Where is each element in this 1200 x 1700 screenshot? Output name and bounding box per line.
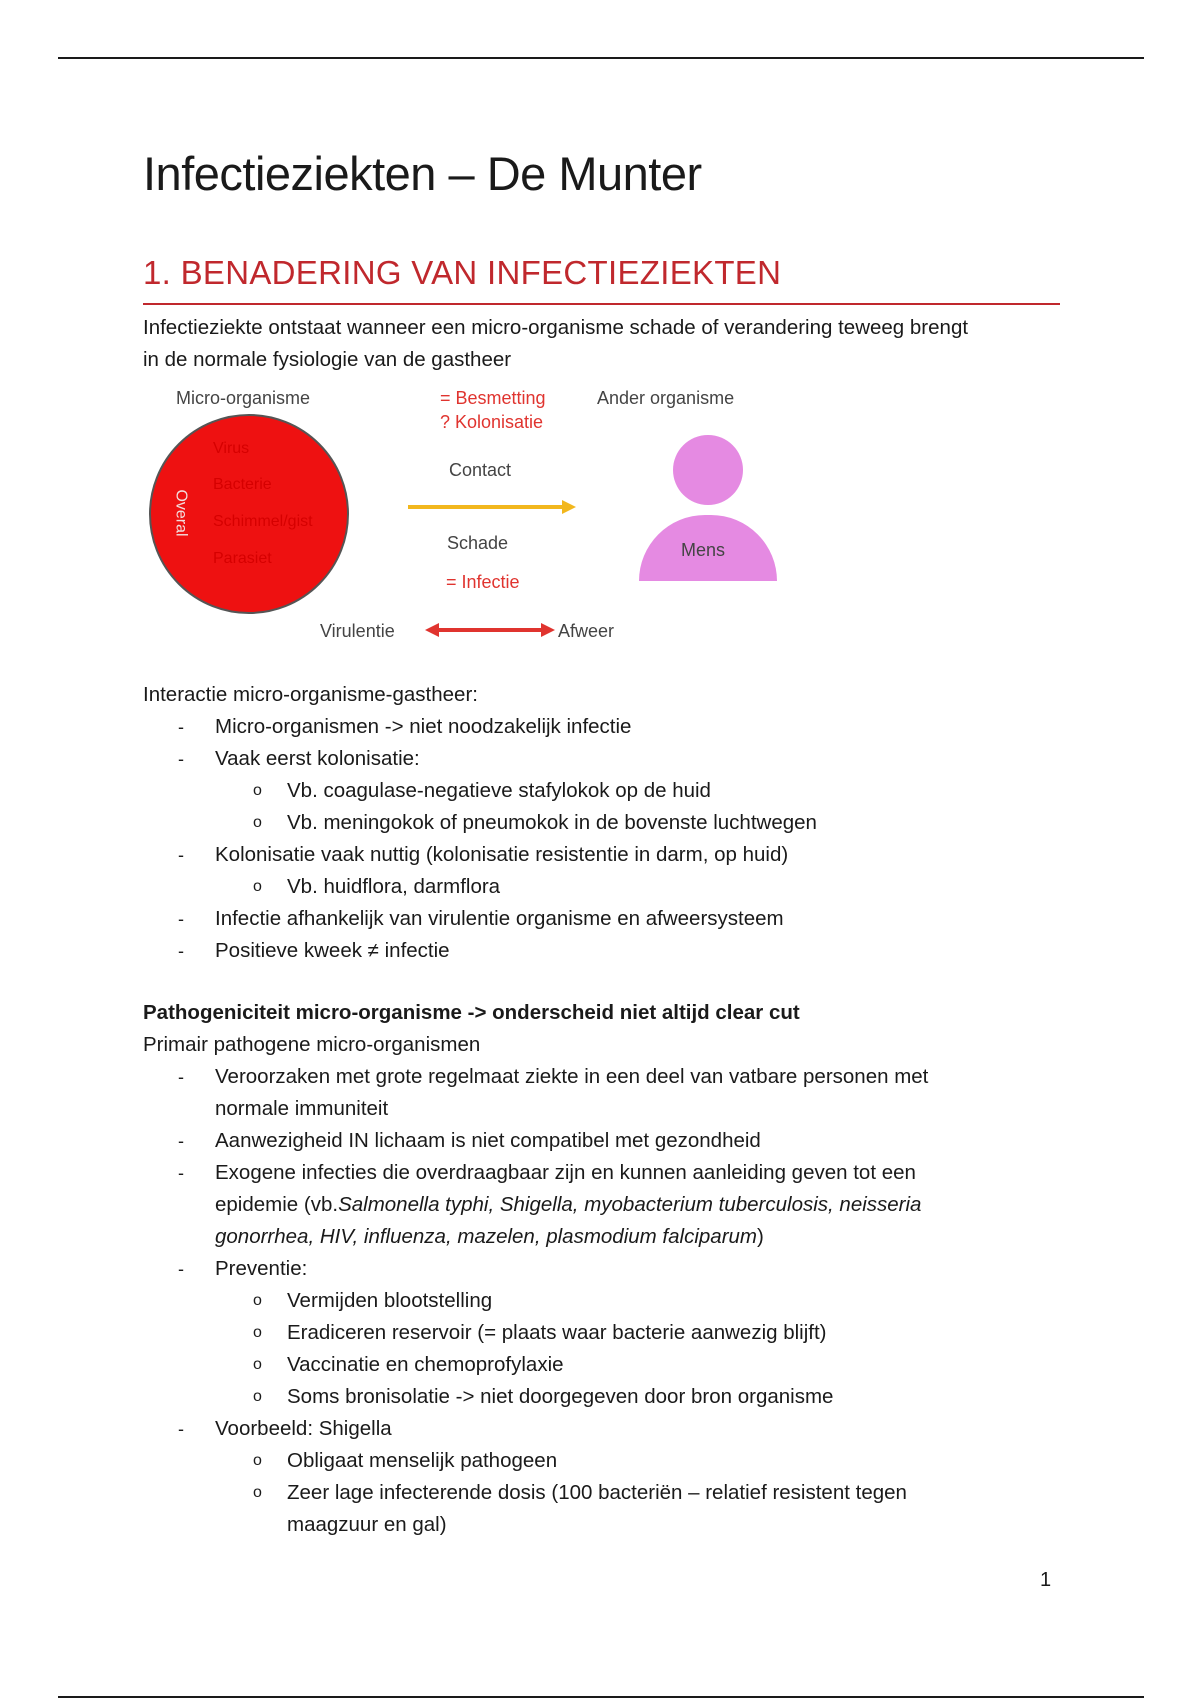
interaction-heading: Interactie micro-organisme-gastheer:	[143, 683, 478, 706]
kolonisatie-label: ? Kolonisatie	[440, 412, 544, 432]
list-item: o Zeer lage infecterende dosis (100 bacteriën – relatief resistent tegen	[143, 1477, 1063, 1509]
circle-item: Schimmel/gist	[213, 513, 313, 530]
dash-bullet-icon: -	[178, 909, 184, 929]
list-item-continuation: epidemie (vb.Salmonella typhi, Shigella, myobacterium tuberculosis, neisseria	[215, 1193, 922, 1216]
schade-label: Schade	[447, 533, 509, 553]
bottom-rule	[58, 1696, 1144, 1698]
list-item: - Micro-organismen -> niet noodzakelijk infectie	[143, 711, 1063, 743]
virulentie-label: Virulentie	[320, 621, 395, 641]
overal-label: Overal	[172, 489, 190, 537]
circle-bullet-icon: o	[253, 1292, 262, 1309]
dash-bullet-icon: -	[178, 749, 184, 769]
list-item-continuation: normale immuniteit	[215, 1097, 389, 1120]
circle-bullet-icon: o	[253, 814, 262, 831]
section-underline	[143, 303, 1060, 305]
afweer-label: Afweer	[558, 621, 615, 641]
circle-bullet-icon: o	[253, 782, 262, 799]
list-item: o Soms bronisolatie -> niet doorgegeven door bron organisme	[143, 1381, 1063, 1413]
contact-label: Contact	[449, 460, 512, 480]
list-item: o Vb. coagulase-negatieve stafylokok op de huid	[143, 775, 1063, 807]
contact-arrow	[406, 498, 578, 516]
list-item-continuation: gonorrhea, HIV, influenza, mazelen, plasmodium falciparum)	[215, 1225, 764, 1248]
pathogenicity-section	[143, 997, 1063, 1541]
mens-label: Mens	[681, 540, 726, 560]
circle-bullet-icon: o	[253, 1356, 262, 1373]
list-item: o Vb. meningokok of pneumokok in de bovenste luchtwegen	[143, 807, 1063, 839]
page-number: 1	[1040, 1569, 1052, 1591]
list-item: - Exogene infecties die overdraagbaar zijn en kunnen aanleiding geven tot een	[143, 1157, 1063, 1189]
list-item: o Eradiceren reservoir (= plaats waar bacterie aanwezig blijft)	[143, 1317, 1063, 1349]
list-item: o Vb. huidflora, darmflora	[143, 871, 1063, 903]
circle-bullet-icon: o	[253, 1388, 262, 1405]
list-item: o Obligaat menselijk pathogeen	[143, 1445, 1063, 1477]
dash-bullet-icon: -	[178, 1419, 184, 1439]
intro-paragraph	[143, 312, 1063, 376]
intro-line: Infectieziekte ontstaat wanneer een micro-organisme schade of verandering teweeg brengt	[143, 316, 969, 339]
list-item: - Positieve kweek ≠ infectie	[143, 935, 1063, 967]
besmetting-label: = Besmetting	[440, 388, 546, 408]
section-heading: 1. BENADERING VAN INFECTIEZIEKTEN	[143, 254, 782, 291]
person-head-icon	[673, 435, 743, 505]
pathogenicity-heading: Pathogeniciteit micro-organisme -> onderscheid niet altijd clear cut	[143, 1001, 800, 1024]
circle-bullet-icon: o	[253, 878, 262, 895]
list-item: - Infectie afhankelijk van virulentie organisme en afweersysteem	[143, 903, 1063, 935]
circle-item: Bacterie	[213, 476, 272, 493]
circle-bullet-icon: o	[253, 1324, 262, 1341]
top-rule	[58, 57, 1144, 59]
list-item: - Kolonisatie vaak nuttig (kolonisatie resistentie in darm, op huid)	[143, 839, 1063, 871]
intro-line: in de normale fysiologie van de gastheer	[143, 348, 512, 371]
circle-item: Virus	[213, 440, 250, 457]
list-item: - Preventie:	[143, 1253, 1063, 1285]
infectie-label: = Infectie	[446, 572, 520, 592]
dash-bullet-icon: -	[178, 717, 184, 737]
circle-bullet-icon: o	[253, 1452, 262, 1469]
dash-bullet-icon: -	[178, 1163, 184, 1183]
document-title: Infectieziekten – De Munter	[143, 147, 702, 200]
list-item-continuation: maagzuur en gal)	[287, 1513, 447, 1536]
interaction-section	[143, 679, 1063, 967]
list-item: - Voorbeeld: Shigella	[143, 1413, 1063, 1445]
list-item: - Vaak eerst kolonisatie:	[143, 743, 1063, 775]
other-organism-label: Ander organisme	[597, 388, 735, 408]
circle-bullet-icon: o	[253, 1484, 262, 1501]
circle-item: Parasiet	[213, 550, 272, 567]
pathogenicity-subheading: Primair pathogene micro-organismen	[143, 1033, 481, 1056]
dash-bullet-icon: -	[178, 1067, 184, 1087]
dash-bullet-icon: -	[178, 1259, 184, 1279]
dash-bullet-icon: -	[178, 941, 184, 961]
infection-diagram	[143, 380, 803, 650]
list-item: o Vermijden blootstelling	[143, 1285, 1063, 1317]
list-item: - Aanwezigheid IN lichaam is niet compatibel met gezondheid	[143, 1125, 1063, 1157]
list-item: - Veroorzaken met grote regelmaat ziekte in een deel van vatbare personen met	[143, 1061, 1063, 1093]
micro-organism-label: Micro-organisme	[176, 388, 311, 408]
balance-arrow	[425, 621, 555, 639]
dash-bullet-icon: -	[178, 1131, 184, 1151]
list-item: o Vaccinatie en chemoprofylaxie	[143, 1349, 1063, 1381]
dash-bullet-icon: -	[178, 845, 184, 865]
